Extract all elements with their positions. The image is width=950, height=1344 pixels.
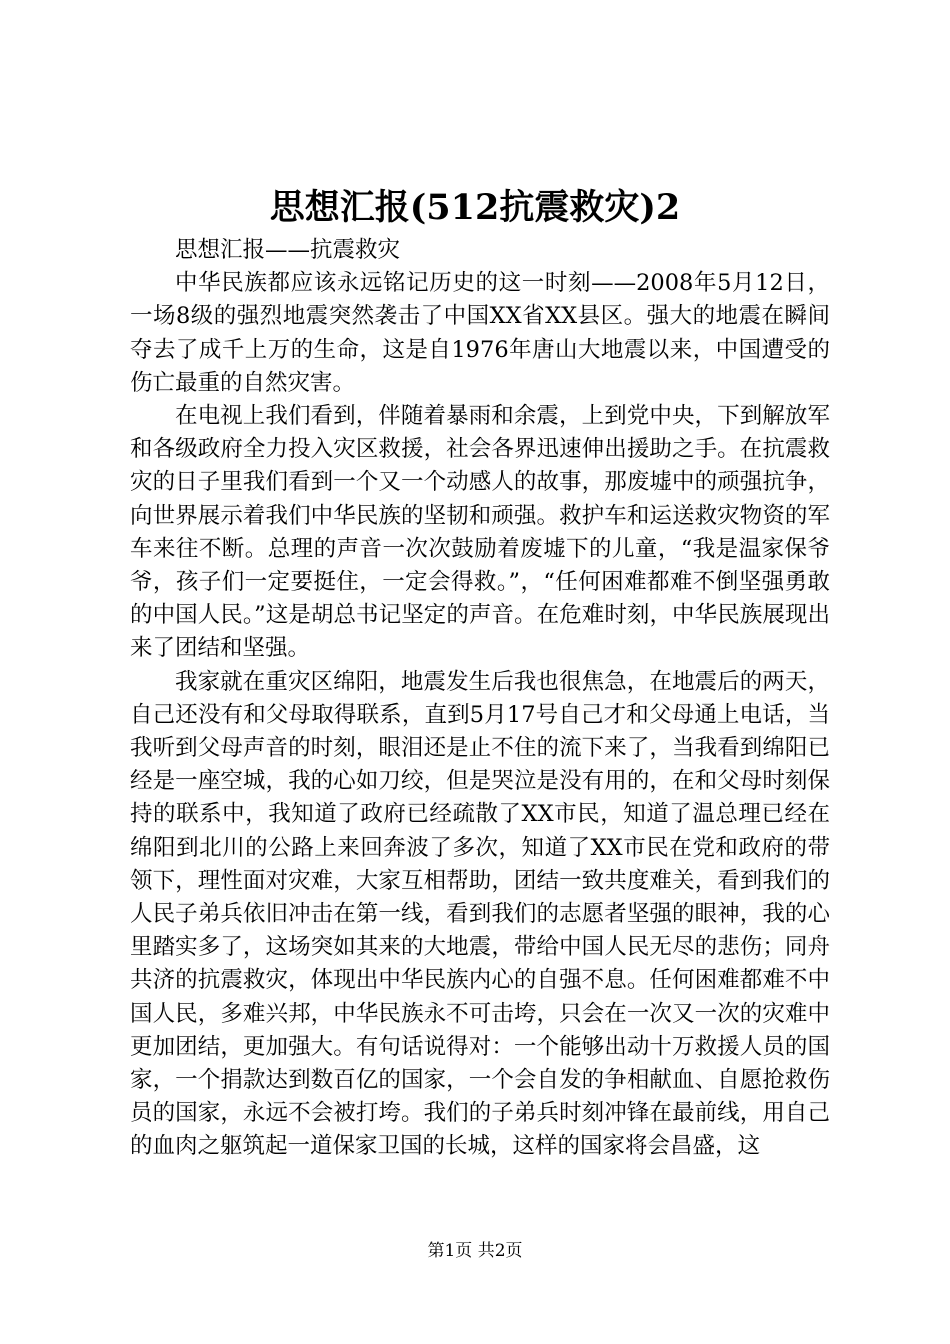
paragraph-subtitle: 思想汇报——抗震救灾 xyxy=(175,237,401,263)
page-number-footer: 第1页 共2页 xyxy=(427,1241,523,1261)
document-title: 思想汇报(512抗震救灾)2 xyxy=(269,187,681,228)
document-body xyxy=(130,234,830,1164)
paragraph: 我家就在重灾区绵阳，地震发生后我也很焦急，在地震后的两天，自己还没有和父母取得联系，直到5月17号自己才和父母通上电话，当我听到父母声音的时刻，眼泪还是止不住的流下来了，当我看到绵阳已经是一座空城，我的心如刀绞，但是哭泣是没有用的，在和父母时刻保持的联系中，我知道了政府已经疏散了XX市民，知道了温总理已经在绵阳到北川的公路上来回奔波了多次，知道了XX市民在党和政府的带领下，理性面对灾难，大家互相帮助，团结一致共度难关，看到我们的人民子弟兵依旧冲击在第一线，看到我们的志愿者坚强的眼神，我的心里踏实多了，这场突如其来的大地震，带给中国人民无尽的悲伤；同舟共济的抗震救灾，体现出中华民族内心的自强不息。任何困难都难不中国人民，多难兴邦，中华民族永不可击垮，只会在一次又一次的灾难中更加团结，更加强大。有句话说得对：一个能够出动十万救援人员的国家，一个捐款达到数百亿的国家，一个会自发的争相献血、自愿抢救伤员的国家，永远不会被打垮。我们的子弟兵时刻冲锋在最前线，用自己的血肉之躯筑起一道保家卫国的长城，这样的国家将会昌盛，这 xyxy=(130,668,830,1160)
paragraph: 在电视上我们看到，伴随着暴雨和余震，上到党中央，下到解放军和各级政府全力投入灾区救援，社会各界迅速伸出援助之手。在抗震救灾的日子里我们看到一个又一个动感人的故事，那废墟中的顽强抗争，向世界展示着我们中华民族的坚韧和顽强。救护车和运送救灾物资的军车来往不断。总理的声音一次次鼓励着废墟下的儿童，“我是温家保爷爷，孩子们一定要挺住，一定会得救。”，“任何困难都难不倒坚强勇敢的中国人民。”这是胡总书记坚定的声音。在危难时刻，中华民族展现出来了团结和坚强。 xyxy=(130,403,830,662)
paragraph: 中华民族都应该永远铭记历史的这一时刻——2008年5月12日，一场8级的强烈地震突然袭击了中国XX省XX县区。强大的地震在瞬间夺去了成千上万的生命，这是自1976年唐山大地震以来，中国遭受的伤亡最重的自然灾害。 xyxy=(130,270,830,396)
